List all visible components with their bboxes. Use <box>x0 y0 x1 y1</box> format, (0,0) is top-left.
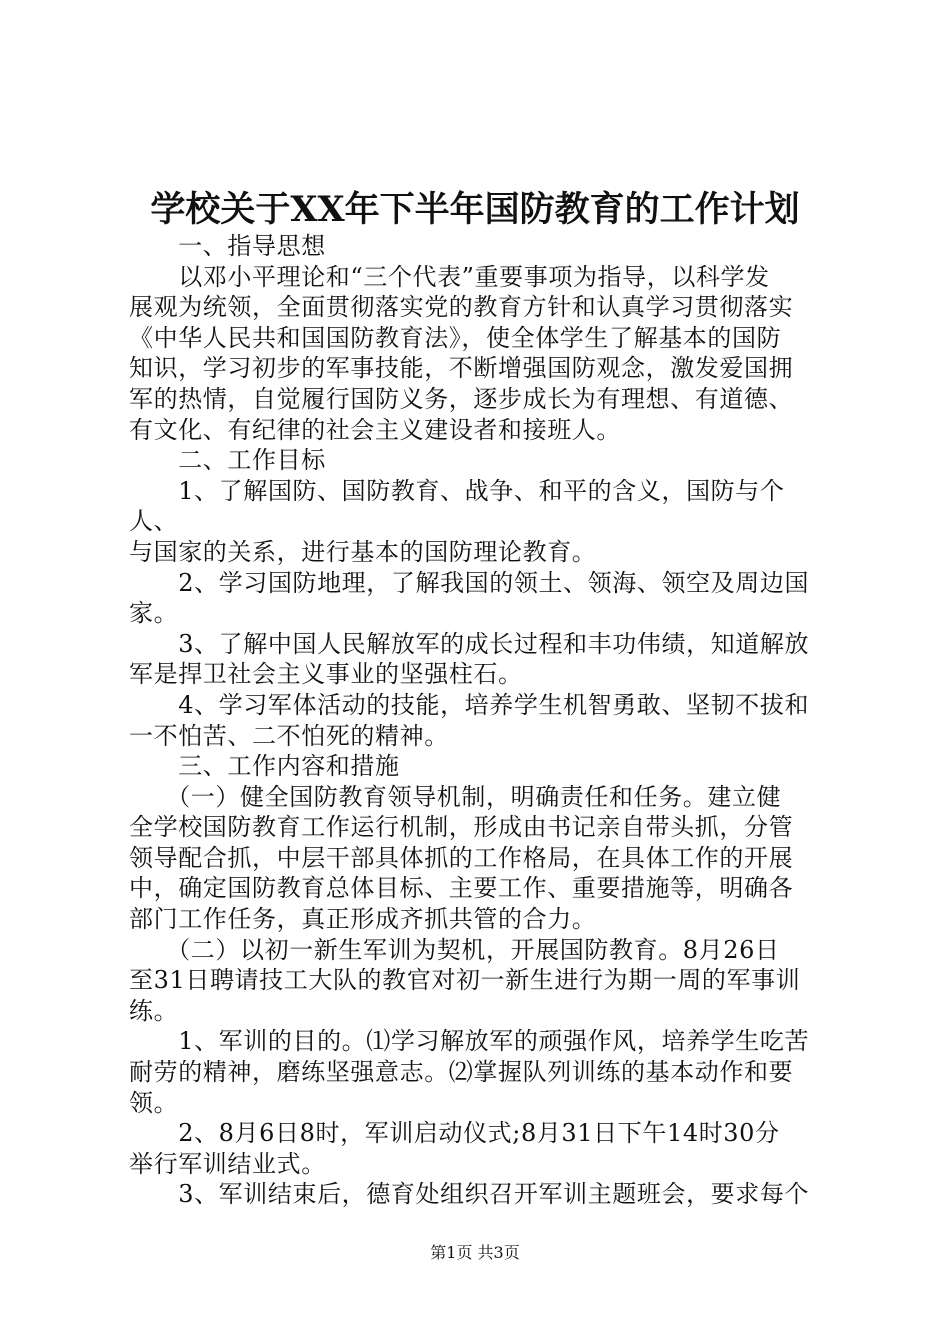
training-item-1: 1、军训的目的。⑴学习解放军的顽强作风，培养学生吃苦 耐劳的精神，磨练坚强意志。⑵掌握队列训练的基本动作和要 领。 <box>129 1027 810 1117</box>
goal-item-3: 3、了解中国人民解放军的成长过程和丰功伟绩，知道解放 军是捍卫社会主义事业的坚强柱石。 <box>129 629 810 689</box>
goal-item-2: 2、学习国防地理，了解我国的领土、领海、领空及周边国 家。 <box>129 568 810 628</box>
heading-work-goals: 二、工作目标 <box>129 446 326 475</box>
page-title: 学校关于XX年下半年国防教育的工作计划 <box>150 189 800 230</box>
document-body <box>129 231 829 1210</box>
page-footer: 第1页 共3页 <box>430 1243 520 1262</box>
training-item-3: 3、军训结束后，德育处组织召开军训主题班会，要求每个 <box>129 1180 810 1209</box>
measure-paragraph-1: （一）健全国防教育领导机制，明确责任和任务。建立健 全学校国防教育工作运行机制，形成由书记亲自带头抓，分管 领导配合抓，中层干部具体抓的工作格局，在具体工作的开展 中，确定国防教育总体目标、主要工作、重要措施等，明确各 部门工作任务，真正形成齐抓共管的合力。 <box>129 782 794 934</box>
heading-guiding-ideology: 一、指导思想 <box>129 232 326 260</box>
heading-work-content: 三、工作内容和措施 <box>129 752 400 781</box>
paragraph-guiding-ideology: 以邓小平理论和“三个代表”重要事项为指导，以科学发 展观为统领，全面贯彻落实党的教育方针和认真学习贯彻落实 《中华人民共和国国防教育法》，使全体学生了解基本的国防 知识，学习初步的军事技能，不断增强国防观念，激发爱国拥 军的热情，自觉履行国防义务，逐步成长为有理想、有道德、 有文化、有纪律的社会主义建设者和接班人。 <box>129 262 794 444</box>
measure-paragraph-2: （二）以初一新生军训为契机，开展国防教育。8月26日 至31日聘请技工大队的教官对初一新生进行为期一周的军事训 练。 <box>129 935 801 1025</box>
goal-item-4: 4、学习军体活动的技能，培养学生机智勇敢、坚韧不拔和 一不怕苦、二不怕死的精神。 <box>129 690 810 750</box>
training-item-2: 2、8月6日8时，军训启动仪式;8月31日下午14时30分 举行军训结业式。 <box>129 1119 780 1178</box>
goal-item-1: 1、了解国防、国防教育、战争、和平的含义，国防与个人、 与国家的关系，进行基本的国防理论教育。 <box>129 476 785 566</box>
